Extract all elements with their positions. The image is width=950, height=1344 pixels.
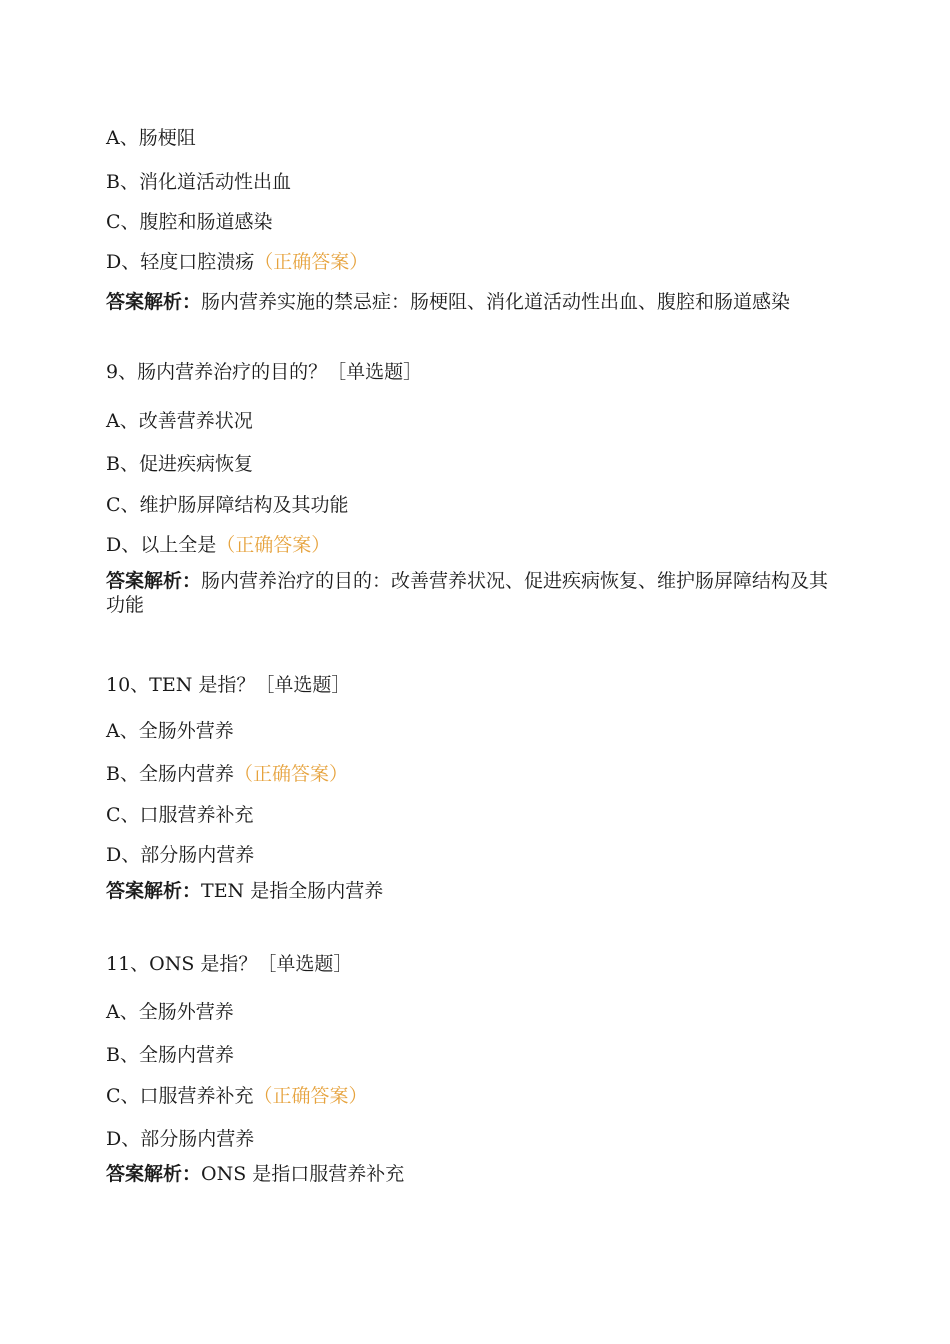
q8-option-d bbox=[106, 250, 368, 274]
option-text: D、轻度口腔溃疡 bbox=[106, 251, 255, 273]
option-text: D、以上全是 bbox=[106, 534, 217, 556]
q11-option-c bbox=[106, 1084, 368, 1108]
option-text: B、全肠内营养 bbox=[106, 763, 234, 785]
option-text: A、全肠外营养 bbox=[106, 720, 234, 742]
option-text: D、部分肠内营养 bbox=[106, 844, 255, 866]
analysis-label: 答案解析： bbox=[106, 1163, 202, 1185]
analysis-text: 肠内营养治疗的目的：改善营养状况、促进疾病恢复、维护肠屏障结构及其功能 bbox=[106, 570, 829, 616]
option-text: B、消化道活动性出血 bbox=[106, 171, 291, 193]
q9-option-c bbox=[106, 493, 349, 517]
q10-analysis bbox=[106, 879, 846, 903]
option-text: C、维护肠屏障结构及其功能 bbox=[106, 494, 349, 516]
analysis-text: 肠内营养实施的禁忌症：肠梗阻、消化道活动性出血、腹腔和肠道感染 bbox=[201, 291, 791, 313]
option-text: C、腹腔和肠道感染 bbox=[106, 211, 273, 233]
correct-answer-marker: （正确答案） bbox=[233, 763, 348, 785]
q8-option-b bbox=[106, 170, 291, 194]
option-text: A、肠梗阻 bbox=[106, 127, 196, 149]
q9-option-d bbox=[106, 533, 330, 557]
q9-option-b bbox=[106, 452, 253, 476]
q11-question: 11、ONS 是指？［单选题］ bbox=[106, 953, 353, 975]
q9-option-a bbox=[106, 409, 253, 433]
q10-option-c bbox=[106, 803, 254, 827]
option-text: D、部分肠内营养 bbox=[106, 1128, 255, 1150]
analysis-text: ONS 是指口服营养补充 bbox=[201, 1163, 405, 1185]
q10-question: 10、TEN 是指？［单选题］ bbox=[106, 674, 351, 696]
q11-analysis bbox=[106, 1162, 846, 1186]
q9-analysis bbox=[106, 569, 846, 617]
analysis-text: TEN 是指全肠内营养 bbox=[201, 880, 384, 902]
option-text: C、口服营养补充 bbox=[106, 1085, 254, 1107]
option-text: B、促进疾病恢复 bbox=[106, 453, 253, 475]
correct-answer-marker: （正确答案） bbox=[253, 1085, 368, 1107]
analysis-label: 答案解析： bbox=[106, 880, 202, 902]
q8-option-c bbox=[106, 210, 273, 234]
q10-option-b bbox=[106, 762, 348, 786]
q11-option-d bbox=[106, 1127, 254, 1151]
analysis-label: 答案解析： bbox=[106, 570, 202, 592]
q10-option-d bbox=[106, 843, 254, 867]
analysis-label: 答案解析： bbox=[106, 291, 202, 313]
option-text: A、改善营养状况 bbox=[106, 410, 253, 432]
correct-answer-marker: （正确答案） bbox=[216, 534, 331, 556]
option-text: C、口服营养补充 bbox=[106, 804, 254, 826]
option-text: B、全肠内营养 bbox=[106, 1044, 234, 1066]
option-text: A、全肠外营养 bbox=[106, 1001, 234, 1023]
q10-option-a bbox=[106, 719, 234, 743]
q8-analysis bbox=[106, 290, 846, 314]
q11-option-a bbox=[106, 1000, 234, 1024]
correct-answer-marker: （正确答案） bbox=[254, 251, 369, 273]
q9-question: 9、肠内营养治疗的目的？［单选题］ bbox=[106, 361, 423, 383]
q11-option-b bbox=[106, 1043, 234, 1067]
q8-option-a bbox=[106, 126, 196, 150]
